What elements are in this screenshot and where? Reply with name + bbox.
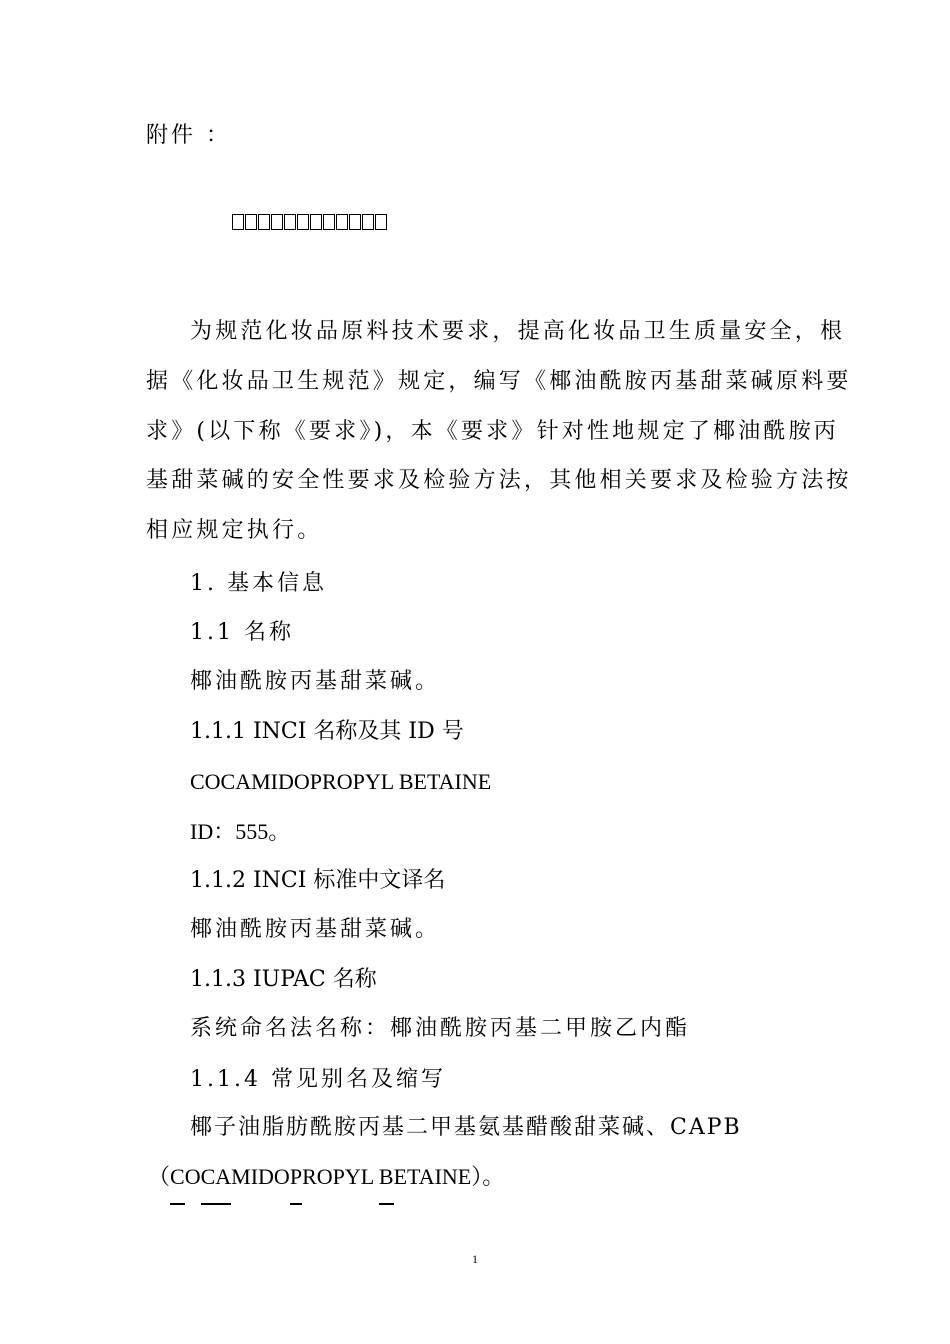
alias-text: O <box>184 1164 201 1189</box>
title-glyph-box <box>310 214 322 230</box>
title-glyph-box <box>258 214 270 230</box>
alias-line-2 <box>148 1163 504 1191</box>
alias-text: ETAINE <box>393 1164 472 1189</box>
title-glyph-box <box>349 214 361 230</box>
title-glyph-box <box>245 214 257 230</box>
section-1-1-2-heading: 1.1.2 INCI 标准中文译名 <box>190 868 446 893</box>
name-value: 椰油酰胺丙基甜菜碱。 <box>190 669 441 694</box>
abbr-letter-b: B <box>378 1164 394 1189</box>
abbr-letter-a: CA <box>200 1164 232 1189</box>
title-glyph-box <box>297 214 309 230</box>
inci-id: ID：555。 <box>190 819 291 844</box>
document-title <box>232 214 388 234</box>
section-1-1-heading: 1.1 名称 <box>190 620 294 645</box>
title-glyph-box <box>375 214 387 230</box>
title-glyph-box <box>336 214 348 230</box>
page-number: 1 <box>472 1252 478 1266</box>
section-1-1-3-heading: 1.1.3 IUPAC 名称 <box>190 967 377 992</box>
intro-line: 基甜菜碱的安全性要求及检验方法，其他相关要求及检验方法按 <box>146 468 852 493</box>
alias-text: M <box>231 1164 251 1189</box>
intro-line: 求》(以下称《要求》)，本《要求》针对性地规定了椰油酰胺丙 <box>146 419 839 444</box>
title-glyph-box <box>284 214 296 230</box>
inci-cn-name: 椰油酰胺丙基甜菜碱。 <box>190 917 441 942</box>
alias-line-1: 椰子油脂肪酰胺丙基二甲基氨基醋酸甜菜碱、CAPB <box>190 1115 742 1140</box>
inci-name: COCAMIDOPROPYL BETAINE <box>190 769 492 794</box>
alias-text: ROPYL <box>302 1164 379 1189</box>
intro-line: 据《化妆品卫生规范》规定，编写《椰油酰胺丙基甜菜碱原料要 <box>146 369 852 394</box>
attachment-label: 附件 ： <box>146 123 231 148</box>
title-glyph-box <box>362 214 374 230</box>
alias-text: IDO <box>250 1164 290 1189</box>
alias-close-paren: ）。 <box>471 1164 505 1189</box>
section-1-heading: 1. 基本信息 <box>190 571 327 596</box>
iupac-name: 系统命名法名称：椰油酰胺丙基二甲胺乙内酯 <box>190 1016 691 1041</box>
title-glyph-box <box>271 214 283 230</box>
alias-open-paren: （ <box>148 1164 171 1189</box>
title-glyph-box <box>232 214 244 230</box>
section-1-1-1-heading: 1.1.1 INCI 名称及其 ID 号 <box>190 719 464 744</box>
intro-line: 为规范化妆品原料技术要求，提高化妆品卫生质量安全，根 <box>190 319 846 344</box>
abbr-letter-p: P <box>289 1164 303 1189</box>
abbr-letter-c: C <box>170 1164 185 1189</box>
intro-line: 相应规定执行。 <box>146 518 323 543</box>
section-1-1-4-heading: 1.1.4 常见别名及缩写 <box>190 1067 446 1092</box>
title-glyph-box <box>323 214 335 230</box>
